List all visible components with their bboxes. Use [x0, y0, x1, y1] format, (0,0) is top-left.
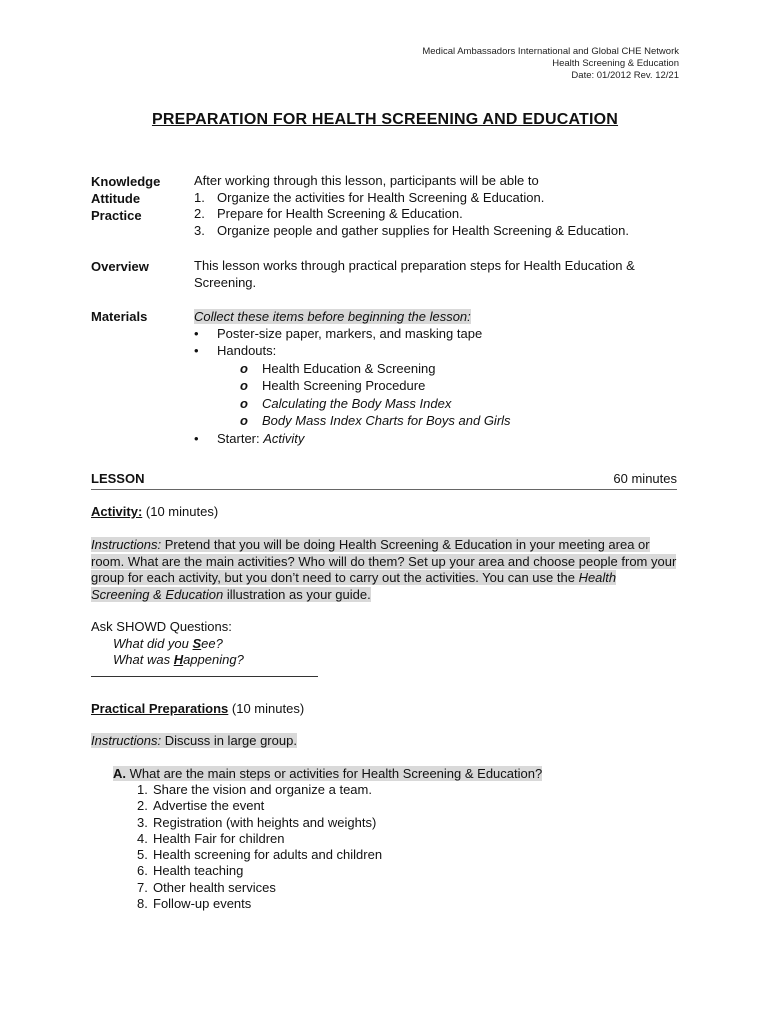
header-date: Date: 01/2012 Rev. 12/21	[571, 70, 679, 81]
label-attitude: Attitude	[91, 191, 141, 206]
question-label: A.	[113, 766, 126, 781]
objective-number: 3.	[194, 222, 205, 238]
bullet-icon: •	[194, 430, 199, 446]
sub-bullet-icon: o	[240, 360, 248, 376]
question-a	[113, 766, 673, 783]
handout-text: Health Education & Screening	[262, 360, 436, 376]
bullet-icon: •	[194, 326, 199, 342]
instructions-text: Discuss in large group.	[161, 733, 297, 748]
section-divider	[91, 676, 318, 677]
activity-title: Activity:	[91, 504, 143, 519]
handout-item	[194, 412, 674, 430]
instructions-label: Instructions:	[91, 733, 162, 748]
starter-prefix: Starter:	[217, 430, 264, 446]
list-item: 2. Advertise the event	[137, 798, 265, 814]
materials-bullet	[194, 430, 674, 447]
activity-time: (10 minutes)	[142, 504, 219, 519]
starter-activity: Activity	[263, 430, 305, 446]
label-practice: Practice	[91, 208, 142, 223]
objective-text: Organize the activities for Health Screening & Education.	[217, 189, 545, 205]
document-header	[422, 46, 679, 82]
sub-bullet-icon: o	[240, 413, 248, 429]
list-item: 8. Follow-up events	[137, 896, 252, 912]
objective-item	[194, 206, 674, 223]
objective-text: Organize people and gather supplies for Health Screening & Education.	[217, 222, 629, 238]
lesson-label: LESSON	[91, 471, 145, 486]
activity-heading	[91, 504, 677, 521]
handout-item	[194, 360, 674, 378]
label-materials: Materials	[91, 309, 148, 324]
list-item: 4. Health Fair for children	[137, 830, 285, 846]
sub-bullet-icon: o	[240, 395, 248, 411]
materials-item-supplies: Poster-size paper, markers, and masking tape	[217, 326, 483, 342]
header-organization: Medical Ambassadors International and Global CHE Network	[422, 46, 679, 57]
lesson-header	[91, 471, 677, 490]
handout-item	[194, 377, 674, 395]
sub-bullet-icon: o	[240, 378, 248, 394]
materials-bullet	[194, 342, 674, 359]
showd-question: What was Happening?	[113, 652, 244, 667]
page-title: PREPARATION FOR HEALTH SCREENING AND EDUCATION	[151, 111, 619, 128]
header-module: Health Screening & Education	[552, 58, 679, 69]
practical-instructions	[91, 733, 677, 750]
steps-list	[137, 782, 382, 912]
objectives	[194, 173, 674, 239]
materials-bullet	[194, 325, 674, 342]
materials-intro: Collect these items before beginning the lesson:	[194, 309, 471, 324]
objective-item	[194, 190, 674, 207]
activity-instructions	[91, 537, 677, 603]
overview-text: This lesson works through practical preparation steps for Health Education & Screening.	[194, 258, 635, 290]
lesson-duration: 60 minutes	[613, 471, 677, 486]
objective-text: Prepare for Health Screening & Education.	[217, 206, 463, 221]
instructions-label: Instructions:	[91, 537, 162, 552]
showd-questions	[91, 619, 677, 669]
showd-question: What did you See?	[113, 635, 223, 651]
question-text: What are the main steps or activities for Health Screening & Education?	[126, 766, 543, 781]
list-item: 3. Registration (with heights and weights)	[137, 814, 377, 830]
list-item: 5. Health screening for adults and children	[137, 847, 383, 863]
showd-intro: Ask SHOWD Questions:	[91, 619, 232, 634]
label-overview: Overview	[91, 259, 149, 274]
illustration-title: Health Screening & Education	[91, 570, 617, 602]
label-knowledge: Knowledge	[91, 174, 161, 189]
handout-text: Body Mass Index Charts for Boys and Girls	[262, 413, 511, 429]
objective-item	[194, 223, 674, 240]
instructions-tail: illustration as your guide.	[223, 586, 371, 602]
objective-number: 1.	[194, 189, 205, 205]
list-item: 1. Share the vision and organize a team.	[137, 782, 372, 797]
practical-heading	[91, 701, 677, 718]
practical-time: (10 minutes)	[228, 701, 305, 716]
handout-text: Calculating the Body Mass Index	[262, 395, 452, 411]
handout-item	[194, 395, 674, 413]
instructions-text: Pretend that you will be doing Health Screening & Education in your meeting area or room. What are the main activities? Who will do them? Set up your area and choose people from your group for each activity, but you don’t need to carry out the activities. You can use the	[91, 537, 677, 585]
list-item: 6. Health teaching	[137, 863, 244, 879]
bullet-icon: •	[194, 343, 199, 359]
objective-number: 2.	[194, 206, 205, 221]
kap-labels	[91, 173, 160, 224]
materials-list	[194, 308, 674, 447]
materials-item-handouts: Handouts:	[217, 343, 277, 359]
handout-text: Health Screening Procedure	[262, 378, 426, 394]
practical-title: Practical Preparations	[91, 701, 229, 716]
list-item: 7. Other health services	[137, 879, 276, 895]
objectives-intro: After working through this lesson, participants will be able to	[194, 173, 539, 188]
